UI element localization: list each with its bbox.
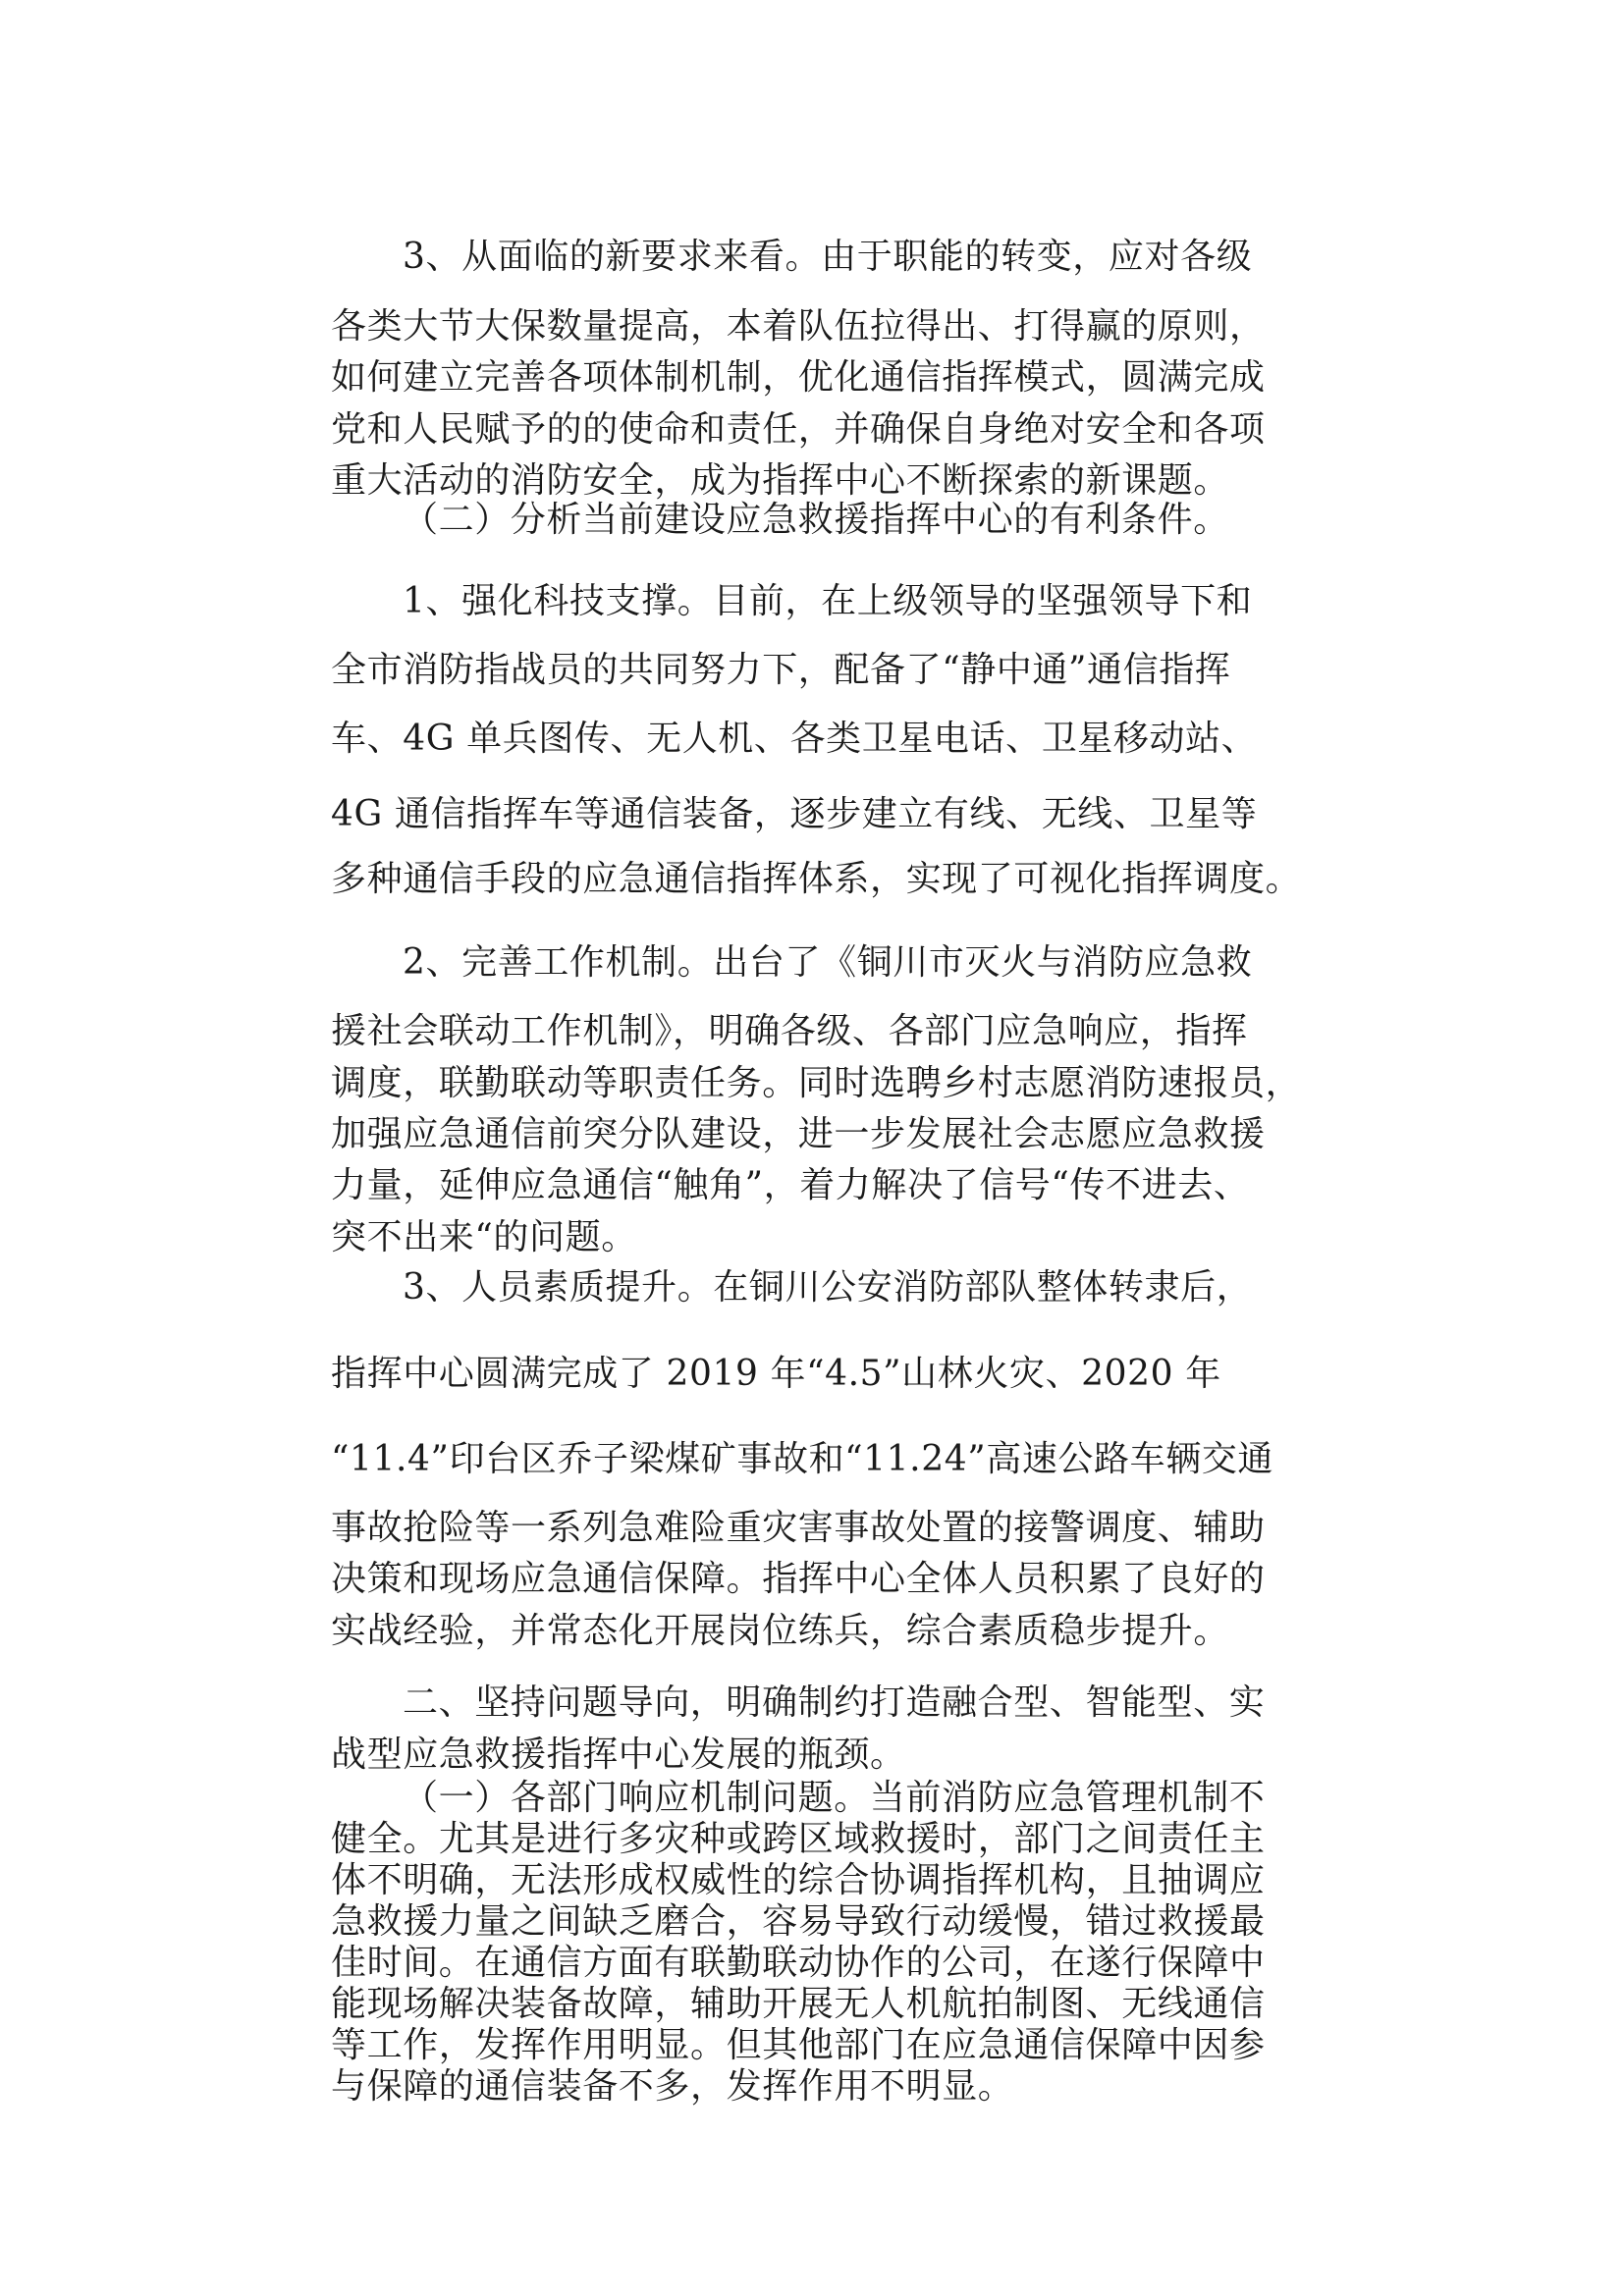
para-work-mechanism-line-3: 调度，联勤联动等职责任务。同时选聘乡村志愿消防速报员， bbox=[331, 1063, 1302, 1103]
para-personnel-line-1: 3、人员素质提升。在铜川公安消防部队整体转隶后， bbox=[403, 1267, 1253, 1308]
para-new-requirements-line-4: 党和人民赋予的的使命和责任，并确保自身绝对安全和各项 bbox=[331, 409, 1266, 450]
para-work-mechanism-line-1: 2、完善工作机制。出台了《铜川市灭火与消防应急救 bbox=[403, 942, 1253, 983]
para-tech-support-line-5: 多种通信手段的应急通信指挥体系，实现了可视化指挥调度。 bbox=[331, 859, 1302, 899]
para-personnel-line-5: 决策和现场应急通信保障。指挥中心全体人员积累了良好的 bbox=[331, 1559, 1266, 1599]
para-response-mechanism-line-3: 体不明确，无法形成权威性的综合协调指挥机构，且抽调应 bbox=[331, 1860, 1266, 1900]
para-work-mechanism-line-6: 突不出来“的问题。 bbox=[331, 1217, 637, 1257]
para-personnel-line-3: “11.4”印台区乔子梁煤矿事故和“11.24”高速公路车辆交通 bbox=[331, 1439, 1274, 1479]
para-response-mechanism-line-6: 能现场解决装备故障，辅助开展无人机航拍制图、无线通信 bbox=[331, 1984, 1266, 2024]
para-response-mechanism-line-2: 健全。尤其是进行多灾种或跨区域救援时，部门之间责任主 bbox=[331, 1819, 1266, 1859]
para-tech-support-line-2: 全市消防指战员的共同努力下，配备了“静中通”通信指挥 bbox=[331, 650, 1231, 690]
para-personnel-line-6: 实战经验，并常态化开展岗位练兵，综合素质稳步提升。 bbox=[331, 1611, 1230, 1651]
section-heading-favorable-conditions: （二）分析当前建设应急救援指挥中心的有利条件。 bbox=[403, 500, 1229, 540]
para-work-mechanism-line-2: 援社会联动工作机制》，明确各级、各部门应急响应，指挥 bbox=[331, 1011, 1248, 1051]
para-new-requirements-line-5: 重大活动的消防安全，成为指挥中心不断探索的新课题。 bbox=[331, 460, 1230, 501]
section-heading-bottlenecks-line-1: 二、坚持问题导向，明确制约打造融合型、智能型、实 bbox=[403, 1682, 1266, 1723]
para-tech-support-line-3: 车、4G 单兵图传、无人机、各类卫星电话、卫星移动站、 bbox=[331, 719, 1258, 759]
para-response-mechanism-line-8: 与保障的通信装备不多，发挥作用不明显。 bbox=[331, 2066, 1014, 2107]
para-tech-support-line-1: 1、强化科技支撑。目前，在上级领导的坚强领导下和 bbox=[403, 581, 1253, 621]
para-tech-support-line-4: 4G 通信指挥车等通信装备，逐步建立有线、无线、卫星等 bbox=[331, 794, 1258, 834]
para-response-mechanism-line-5: 佳时间。在通信方面有联勤联动协作的公司，在遂行保障中 bbox=[331, 1943, 1266, 1983]
para-personnel-line-4: 事故抢险等一系列急难险重灾害事故处置的接警调度、辅助 bbox=[331, 1508, 1266, 1548]
para-work-mechanism-line-5: 力量，延伸应急通信“触角”，着力解决了信号“传不进去、 bbox=[331, 1165, 1250, 1205]
para-response-mechanism-line-4: 急救援力量之间缺乏磨合，容易导致行动缓慢，错过救援最 bbox=[331, 1901, 1266, 1942]
para-new-requirements-line-3: 如何建立完善各项体制机制，优化通信指挥模式，圆满完成 bbox=[331, 357, 1266, 398]
para-response-mechanism-line-7: 等工作，发挥作用明显。但其他部门在应急通信保障中因参 bbox=[331, 2025, 1266, 2065]
para-work-mechanism-line-4: 加强应急通信前突分队建设，进一步发展社会志愿应急救援 bbox=[331, 1114, 1266, 1154]
para-personnel-line-2: 指挥中心圆满完成了 2019 年“4.5”山林火灾、2020 年 bbox=[331, 1354, 1221, 1394]
para-response-mechanism-line-1: （一）各部门响应机制问题。当前消防应急管理机制不 bbox=[403, 1778, 1266, 1818]
section-heading-bottlenecks-line-2: 战型应急救援指挥中心发展的瓶颈。 bbox=[331, 1735, 906, 1775]
para-new-requirements-line-2: 各类大节大保数量提高，本着队伍拉得出、打得赢的原则， bbox=[331, 306, 1266, 347]
para-new-requirements-line-1: 3、从面临的新要求来看。由于职能的转变，应对各级 bbox=[403, 237, 1253, 277]
